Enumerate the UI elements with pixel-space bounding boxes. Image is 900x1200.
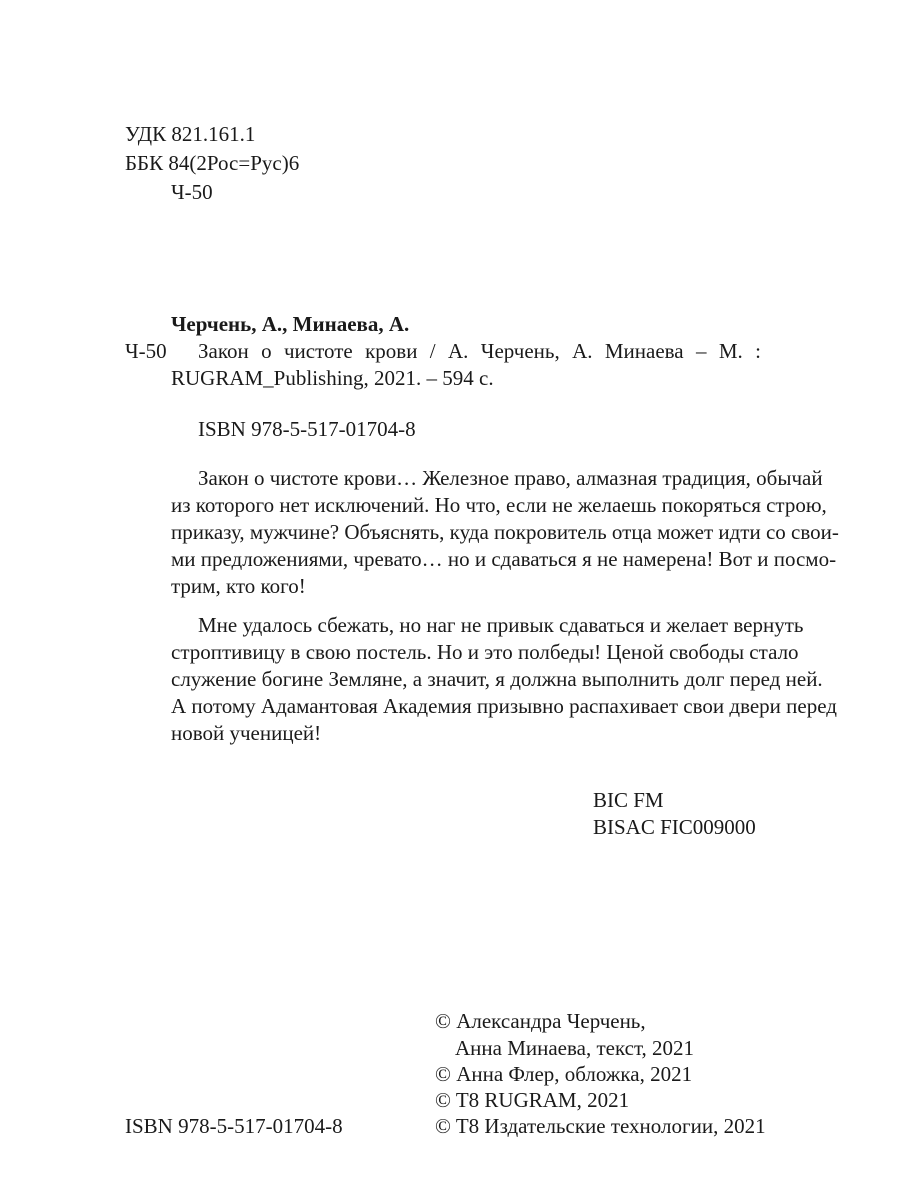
annotation-p2-line4: А потому Адамантовая Академия призывно распахивает свои двери перед bbox=[171, 694, 837, 718]
annotation-p1-line3: приказу, мужчине? Объяснять, куда покровитель отца может идти со свои- bbox=[171, 520, 839, 544]
annotation-p2-line1: Мне удалось сбежать, но наг не привык сдаваться и желает вернуть bbox=[198, 613, 804, 637]
bic-code: BIC FM bbox=[593, 788, 664, 812]
copyright-line3: © Анна Флер, обложка, 2021 bbox=[435, 1062, 693, 1086]
copyright-line4: © T8 RUGRAM, 2021 bbox=[435, 1088, 630, 1112]
copyright-line1: © Александра Черчень, bbox=[435, 1009, 646, 1033]
bisac-code: BISAC FIC009000 bbox=[593, 815, 756, 839]
annotation-p1-line5: трим, кто кого! bbox=[171, 574, 306, 598]
annotation-p2-line2: строптивицу в свою постель. Но и это полбеды! Ценой свободы стало bbox=[171, 640, 799, 664]
bbk-code: ББК 84(2Рос=Рус)6 bbox=[125, 151, 300, 175]
annotation-p2-line5: новой ученицей! bbox=[171, 721, 322, 745]
author-sign: Ч-50 bbox=[171, 180, 213, 204]
copyright-line2: Анна Минаева, текст, 2021 bbox=[455, 1036, 695, 1060]
copyright-line5: © T8 Издательские технологии, 2021 bbox=[435, 1114, 766, 1138]
udk-code: УДК 821.161.1 bbox=[125, 122, 256, 146]
bib-isbn: ISBN 978-5-517-01704-8 bbox=[198, 417, 416, 441]
call-number: Ч-50 bbox=[125, 339, 167, 363]
annotation-p2-line3: служение богине Земляне, а значит, я должна выполнить долг перед ней. bbox=[171, 667, 823, 691]
annotation-p1-line1: Закон о чистоте крови… Железное право, алмазная традиция, обычай bbox=[198, 466, 823, 490]
bib-description-line1: Закон о чистоте крови / А. Черчень, А. Минаева – М. : bbox=[198, 339, 761, 363]
authors-heading: Черчень, А., Минаева, А. bbox=[171, 312, 410, 336]
annotation-p1-line4: ми предложениями, чревато… но и сдаваться я не намерена! Вот и посмо- bbox=[171, 547, 837, 571]
annotation-p1-line2: из которого нет исключений. Но что, если не желаешь покоряться строю, bbox=[171, 493, 827, 517]
bib-description-line2: RUGRAM_Publishing, 2021. – 594 с. bbox=[171, 366, 494, 390]
footer-isbn: ISBN 978-5-517-01704-8 bbox=[125, 1114, 343, 1138]
